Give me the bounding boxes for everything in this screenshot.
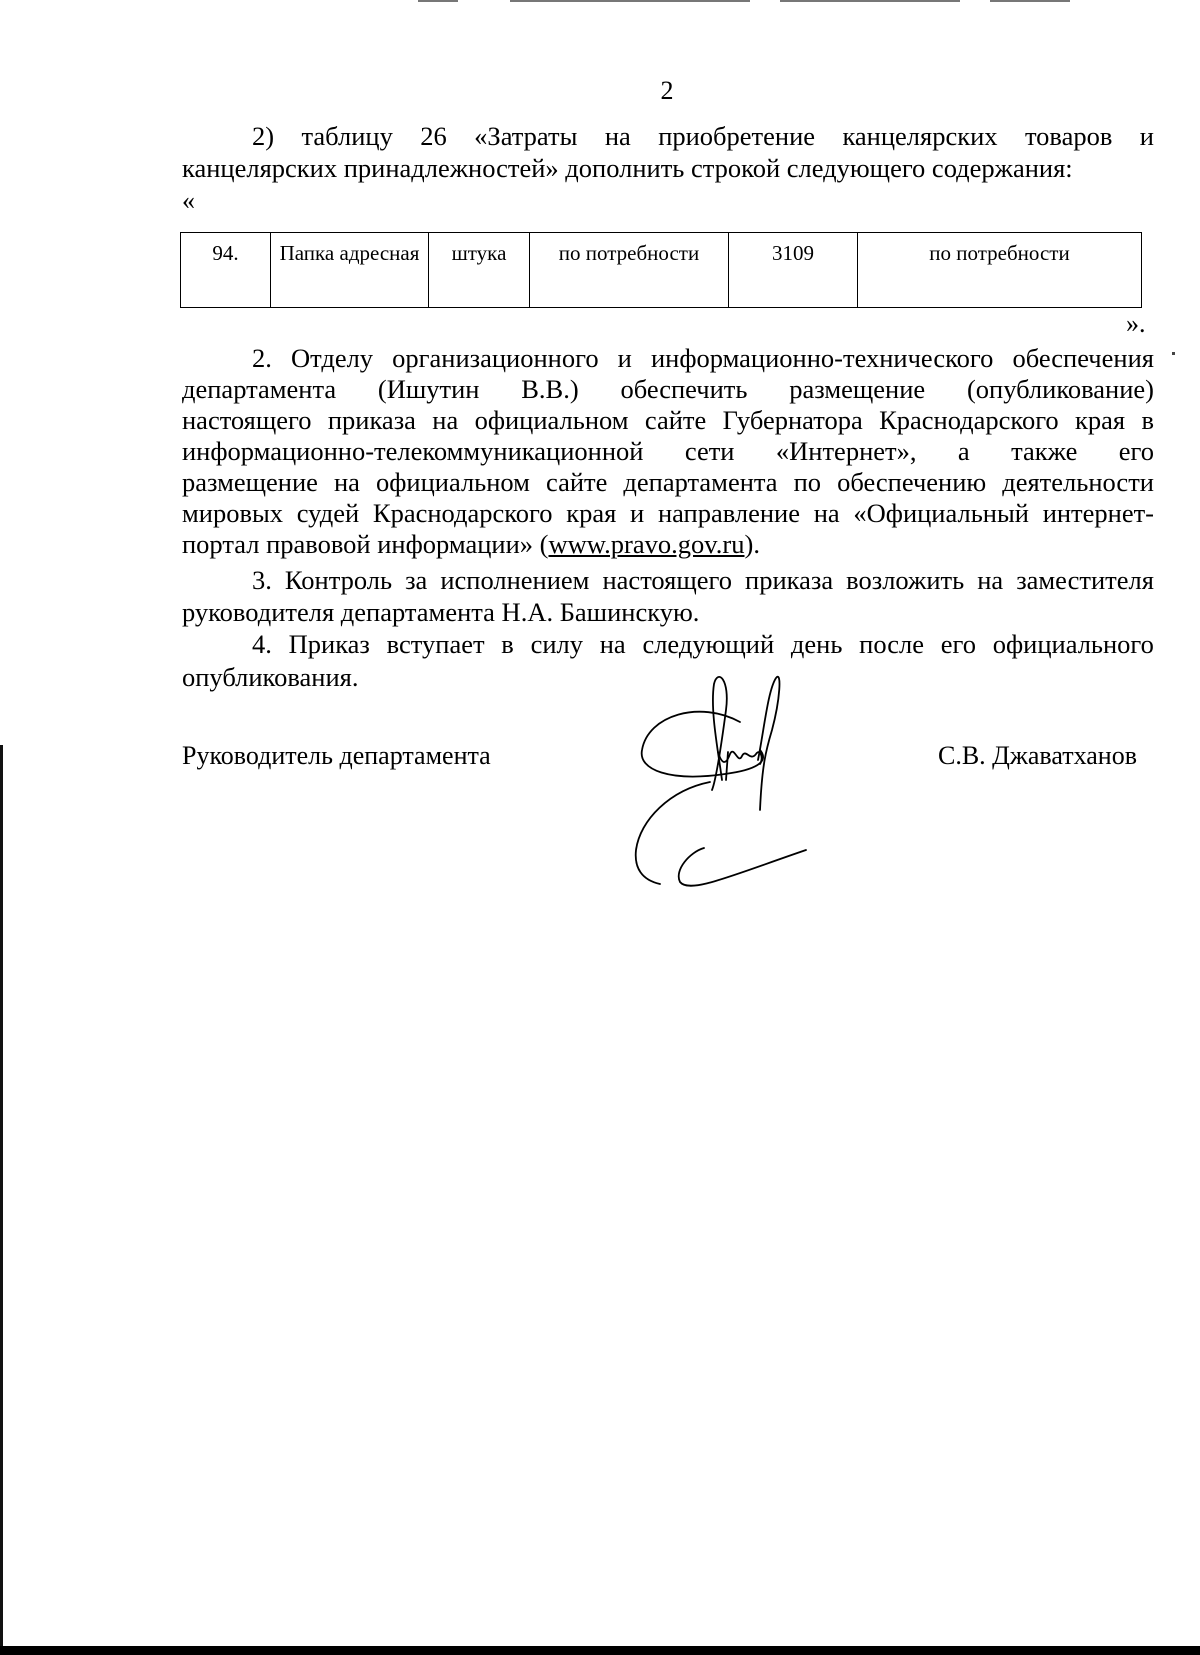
word: размещение	[182, 467, 318, 497]
cell-price: 3109	[729, 233, 858, 308]
word: приказа	[327, 405, 416, 435]
section-4-line-1	[252, 629, 1154, 660]
word: официальном	[474, 405, 629, 435]
scan-artifact-top-line	[990, 0, 1070, 2]
word: направление	[657, 498, 800, 528]
scan-artifact-dot	[1172, 352, 1175, 355]
quote-open: «	[182, 186, 195, 215]
cell-name: Папка адресная	[271, 233, 429, 308]
word: в	[501, 629, 514, 659]
section-2-line-4	[182, 436, 1154, 467]
word: приказа	[745, 565, 834, 595]
word: деятельности	[1002, 467, 1154, 497]
word: на	[977, 565, 1004, 595]
word: на	[599, 629, 626, 659]
word: обеспечения	[1012, 343, 1154, 373]
section-2-line-3	[182, 405, 1154, 436]
word: а	[957, 436, 970, 466]
word: 3.	[252, 565, 272, 595]
section-2-line-1	[252, 343, 1154, 374]
word: после	[859, 629, 924, 659]
word: «Официальный	[853, 498, 1029, 528]
section-2-line-2	[182, 374, 1154, 405]
word: «Затраты	[474, 121, 578, 151]
word: также	[1011, 436, 1078, 466]
section-4-line-2: опубликования.	[182, 662, 359, 692]
word: на	[604, 121, 631, 151]
word: судей	[296, 498, 360, 528]
cell-quantity: по потребности	[530, 233, 729, 308]
word: и	[617, 343, 632, 373]
word: «Интернет»,	[775, 436, 917, 466]
word: В.В.)	[521, 374, 579, 404]
cell-note: по потребности	[858, 233, 1142, 308]
word: информационно-технического	[650, 343, 994, 373]
pravo-link[interactable]: www.pravo.gov.ru	[548, 529, 745, 559]
word: края	[1075, 405, 1126, 435]
word: (опубликование)	[966, 374, 1154, 404]
signatory-name: С.В. Джаватханов	[938, 741, 1137, 770]
word: сайте	[546, 467, 608, 497]
word: Контроль	[284, 565, 393, 595]
word: канцелярских	[842, 121, 998, 151]
word: обеспечить	[620, 374, 748, 404]
word: следующий	[642, 629, 775, 659]
word: по	[793, 467, 822, 497]
scan-artifact-top-line	[418, 0, 458, 2]
section-2-line-5	[182, 467, 1154, 498]
word: его	[1118, 436, 1154, 466]
word: приобретение	[658, 121, 816, 151]
word: за	[405, 565, 428, 595]
word: заместителя	[1016, 565, 1154, 595]
word: 4.	[252, 629, 272, 659]
word: департамента	[182, 374, 337, 404]
word: настоящего	[602, 565, 732, 595]
word: на	[333, 467, 360, 497]
section-2-line-7	[182, 529, 1154, 560]
word: края	[566, 498, 617, 528]
word: Краснодарского	[879, 405, 1059, 435]
word: 2)	[252, 121, 275, 151]
word: товаров	[1024, 121, 1113, 151]
word: сайте	[644, 405, 707, 435]
item-2-line-2: канцелярских принадлежностей» дополнить строкой следующего содержания:	[182, 153, 1073, 183]
table-row	[181, 233, 1142, 308]
word: на	[432, 405, 459, 435]
word: интернет-	[1042, 498, 1154, 528]
word: Отделу	[290, 343, 374, 373]
word: на	[813, 498, 840, 528]
word: исполнением	[440, 565, 590, 595]
expense-table	[180, 232, 1142, 308]
scan-artifact-bottom-edge	[0, 1646, 1200, 1655]
word: и	[1139, 121, 1154, 151]
signatory-position: Руководитель департамента	[182, 741, 491, 770]
scan-artifact-left-edge	[0, 745, 3, 1655]
word: его	[940, 629, 976, 659]
item-2-line-1	[252, 121, 1154, 152]
word: возложить	[846, 565, 965, 595]
word: сети	[684, 436, 735, 466]
scan-artifact-top-line	[780, 0, 960, 2]
page-number: 2	[660, 76, 674, 105]
word: Краснодарского	[372, 498, 553, 528]
word: Приказ	[288, 629, 370, 659]
handwritten-signature	[630, 670, 860, 905]
word: 2.	[252, 343, 272, 373]
word: обеспечению	[837, 467, 987, 497]
word: размещение	[789, 374, 926, 404]
section-2-line-6	[182, 498, 1154, 529]
word: вступает	[386, 629, 485, 659]
cell-unit: штука	[429, 233, 530, 308]
word: официальном	[375, 467, 530, 497]
quote-close: ».	[1126, 309, 1146, 338]
word: организационного	[392, 343, 599, 373]
scan-artifact-top-line	[510, 0, 750, 2]
section-3-line-2: руководителя департамента Н.А. Башинскую.	[182, 597, 700, 627]
word: силу	[530, 629, 583, 659]
word: в	[1141, 405, 1154, 435]
text: портал правовой информации» (	[182, 529, 549, 559]
word: (Ишутин	[377, 374, 480, 404]
text: ).	[744, 529, 760, 559]
word: официального	[992, 629, 1154, 659]
word: настоящего	[182, 405, 312, 435]
word: 26	[420, 121, 447, 151]
word: департамента	[623, 467, 778, 497]
word: информационно-телекоммуникационной	[182, 436, 644, 466]
cell-number: 94.	[181, 233, 271, 308]
section-3-line-1	[252, 565, 1154, 596]
word: день	[790, 629, 843, 659]
word: Губернатора	[722, 405, 863, 435]
word: мировых	[182, 498, 284, 528]
word: таблицу	[301, 121, 393, 151]
word: и	[630, 498, 645, 528]
